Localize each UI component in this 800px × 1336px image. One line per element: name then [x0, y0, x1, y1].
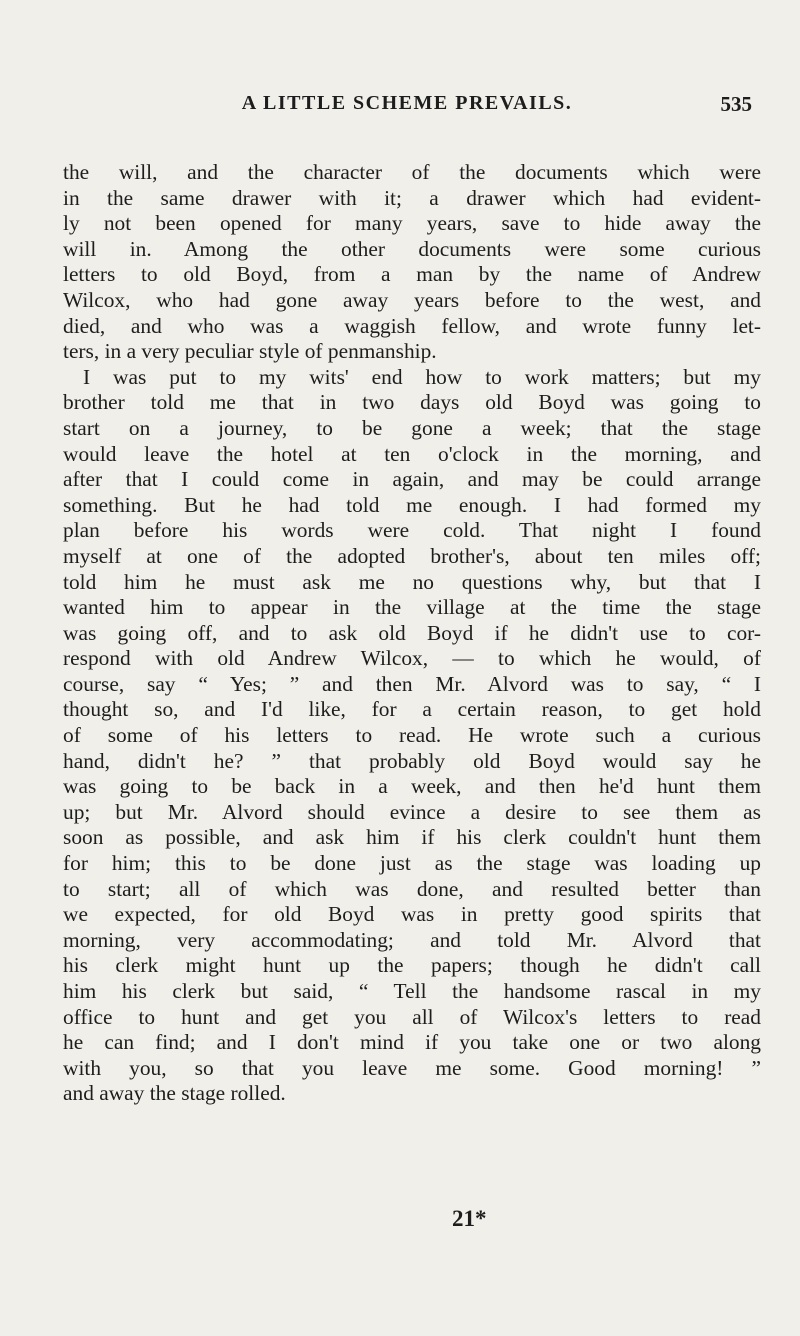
- text-line: course, say “ Yes; ” and then Mr. Alvord was to say, “ I: [63, 671, 761, 696]
- text-line: brother told me that in two days old Boyd was going to: [63, 390, 761, 415]
- text-line: told him he must ask me no questions why, but that I: [63, 569, 761, 594]
- text-line: soon as possible, and ask him if his clerk couldn't hunt them: [63, 825, 761, 850]
- running-head: [62, 92, 752, 132]
- text-line: with you, so that you leave me some. Good morning! ”: [63, 1055, 761, 1080]
- text-line: wanted him to appear in the village at the time the stage: [63, 595, 761, 620]
- text-line: letters to old Boyd, from a man by the name of Andrew: [63, 262, 761, 287]
- text-line: was going to be back in a week, and then he'd hunt them: [63, 774, 761, 799]
- text-line: Wilcox, who had gone away years before to the west, and: [63, 287, 761, 312]
- text-line: myself at one of the adopted brother's, about ten miles off;: [63, 543, 761, 568]
- text-line: thought so, and I'd like, for a certain reason, to get hold: [63, 697, 761, 722]
- text-line: ly not been opened for many years, save to hide away the: [63, 211, 761, 236]
- text-line: up; but Mr. Alvord should evince a desire to see them as: [63, 799, 761, 824]
- text-line: him his clerk but said, “ Tell the handsome rascal in my: [63, 979, 761, 1003]
- text-line: of some of his letters to read. He wrote such a curious: [63, 723, 761, 748]
- text-line: his clerk might hunt up the papers; though he didn't call: [63, 953, 761, 978]
- text-line: morning, very accommodating; and told Mr. Alvord that: [63, 927, 761, 952]
- text-line: we expected, for old Boyd was in pretty good spirits that: [63, 902, 761, 927]
- text-line: was going off, and to ask old Boyd if he didn't use to cor-: [63, 620, 761, 645]
- text-line: for him; this to be done just as the stage was loading up: [63, 851, 761, 876]
- text-line: to start; all of which was done, and resulted better than: [63, 876, 761, 901]
- text-line: plan before his words were cold. That night I found: [63, 518, 761, 543]
- signature-mark: 21*: [452, 1206, 487, 1231]
- text-line: he can find; and I don't mind if you take one or two along: [63, 1030, 761, 1055]
- text-line: in the same drawer with it; a drawer which had evident-: [63, 185, 761, 210]
- text-line: and away the stage rolled.: [63, 1081, 286, 1106]
- text-line: ters, in a very peculiar style of penmanship.: [63, 339, 437, 364]
- text-line: I was put to my wits' end how to work matters; but my: [83, 364, 761, 389]
- text-line: start on a journey, to be gone a week; that the stage: [63, 415, 761, 440]
- text-line: something. But he had told me enough. I had formed my: [63, 492, 761, 517]
- text-line: the will, and the character of the documents which were: [63, 160, 761, 184]
- text-line: would leave the hotel at ten o'clock in the morning, and: [63, 441, 761, 466]
- text-line: died, and who was a waggish fellow, and wrote funny let-: [63, 313, 761, 338]
- text-line: respond with old Andrew Wilcox, — to which he would, of: [63, 646, 761, 671]
- text-line: will in. Among the other documents were some curious: [63, 236, 761, 261]
- text-line: after that I could come in again, and may be could arrange: [63, 467, 761, 492]
- text-line: office to hunt and get you all of Wilcox's letters to read: [63, 1004, 761, 1029]
- chapter-title: A LITTLE SCHEME PREVAILS.: [241, 92, 573, 114]
- body-text: [63, 160, 761, 1107]
- text-line: hand, didn't he? ” that probably old Boyd would say he: [63, 748, 761, 773]
- page-number: 535: [720, 92, 752, 116]
